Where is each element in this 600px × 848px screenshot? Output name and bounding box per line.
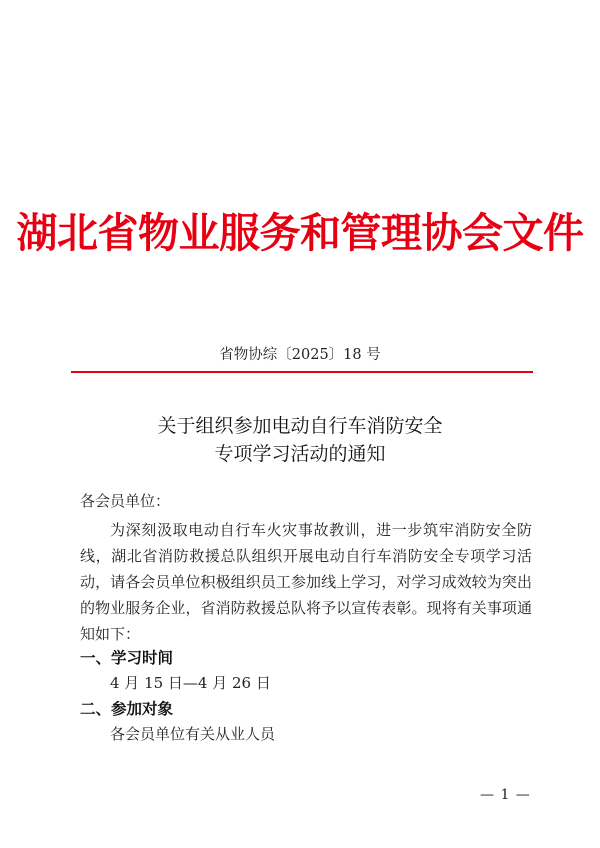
section-content-study-time: 4 月 15 日—4 月 26 日 — [110, 674, 271, 692]
section-heading-participants: 二、参加对象 — [80, 700, 174, 718]
document-number: 省物协综〔2025〕18 号 — [219, 347, 381, 363]
red-divider-line — [71, 371, 533, 373]
salutation: 各会员单位： — [80, 492, 171, 510]
body-paragraph: 为深刻汲取电动自行车火灾事故教训，进一步筑牢消防安全防线，湖北省消防救援总队组织开展电动自行车消防安全专项学习活动，请各会员单位积极组织员工参加线上学习，对学习成效较为突出的物业服务企业，省消防救援总队将予以宣传表彰。现将有关事项通知如下： — [80, 521, 532, 643]
notice-title-line-2: 专项学习活动的通知 — [214, 443, 386, 465]
notice-title — [0, 412, 600, 468]
notice-title-line-1: 关于组织参加电动自行车消防安全 — [157, 415, 443, 437]
document-header-title: 湖北省物业服务和管理协会文件 — [16, 209, 584, 257]
section-content-participants: 各会员单位有关从业人员 — [110, 725, 276, 743]
section-heading-study-time: 一、学习时间 — [80, 649, 174, 667]
page-number: — 1 — — [480, 787, 531, 803]
